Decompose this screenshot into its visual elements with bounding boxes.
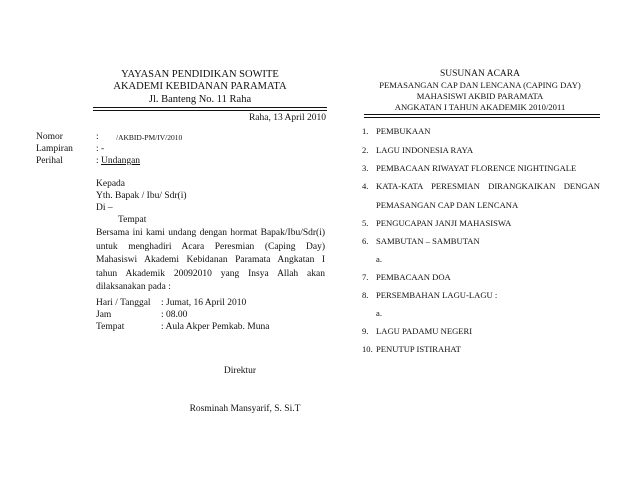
program-item <box>362 308 382 318</box>
program-item-text: PERSEMBAHAN LAGU-LAGU : <box>376 290 498 300</box>
program-item-num: 10. <box>362 344 373 354</box>
recipient-yth: Yth. Bapak / Ibu/ Sdr(i) <box>96 191 187 201</box>
program-item-num: 8. <box>362 290 369 300</box>
letter-header-rule-top <box>93 107 327 108</box>
letter-place-date: Raha, 13 April 2010 <box>248 113 326 123</box>
event-day-value: : Jumat, 16 April 2010 <box>161 298 247 308</box>
program-item-num: 5. <box>362 218 369 228</box>
program-item-num: 4. <box>362 181 369 191</box>
signature-title: Direktur <box>223 366 257 376</box>
program-item-num: 3. <box>362 163 369 173</box>
letter-address: Jl. Banteng No. 11 Raha <box>148 94 252 105</box>
letter-academy-name: AKADEMI KEBIDANAN PARAMATA <box>113 81 287 92</box>
program-item <box>362 254 382 264</box>
program-item-text: PENUTUP ISTIRAHAT <box>376 344 461 354</box>
perihal-label: Perihal <box>36 156 63 166</box>
program-item <box>362 200 518 210</box>
program-item <box>362 272 451 282</box>
event-time-value: : 08.00 <box>161 310 188 320</box>
recipient-di: Di – <box>96 203 113 213</box>
body-line: Mahasiswi Akademi Kebidanan Paramata Angkatan I <box>96 255 325 266</box>
program-item <box>362 218 511 228</box>
lampiran-value: : - <box>96 144 105 154</box>
program-item <box>362 181 600 191</box>
event-place-label: Tempat <box>96 322 125 332</box>
event-place-value: : Aula Akper Pemkab. Muna <box>161 322 270 332</box>
program-item-text: PENGUCAPAN JANJI MAHASISWA <box>376 218 512 228</box>
event-time-label: Jam <box>96 310 112 320</box>
nomor-label: Nomor <box>36 132 63 142</box>
program-item-text: PEMBACAAN DOA <box>376 272 451 282</box>
program-item-text: KATA-KATA PERESMIAN DIRANGKAIKAN DENGAN <box>376 181 600 191</box>
program-item <box>362 163 576 173</box>
program-item <box>362 326 472 336</box>
program-item <box>362 236 480 246</box>
program-header-rule-top <box>364 114 600 115</box>
nomor-value: /AKBID-PM/IV/2010 <box>116 133 183 142</box>
program-header-rule-bottom <box>364 117 600 118</box>
recipient-kepada: Kepada <box>96 179 126 189</box>
body-line: untuk menghadiri Acara Peresmian (Caping Day) <box>96 241 325 252</box>
program-subtitle-2: MAHASISWI AKBID PARAMATA <box>416 91 544 101</box>
program-item <box>362 126 430 136</box>
body-line: dilaksanakan pada : <box>96 282 171 293</box>
lampiran-label: Lampiran <box>36 144 73 154</box>
program-item-num: 9. <box>362 326 369 336</box>
event-day-label: Hari / Tanggal <box>96 298 151 308</box>
program-item-num: 1. <box>362 126 369 136</box>
program-item-text: LAGU PADAMU NEGERI <box>376 326 473 336</box>
program-item-num: 2. <box>362 145 369 155</box>
letter-org-name: YAYASAN PENDIDIKAN SOWITE <box>121 69 279 80</box>
body-line: Bersama ini kami undang dengan hormat Bapak/Ibu/Sdr(i) <box>96 228 325 238</box>
body-line: tahun Akademik 20092010 yang Insya Allah akan <box>96 268 325 279</box>
program-title: SUSUNAN ACARA <box>440 69 520 79</box>
program-item-text: PEMBUKAAN <box>376 126 431 136</box>
nomor-sep: : <box>96 132 99 142</box>
perihal-row <box>96 155 140 167</box>
program-item-text: PEMASANGAN CAP DAN LENCANA <box>376 200 519 210</box>
program-item-text: a. <box>376 254 382 264</box>
signature-name: Rosminah Mansyarif, S. Si.T <box>189 404 301 414</box>
program-item-num: 7. <box>362 272 369 282</box>
program-item-text: LAGU INDONESIA RAYA <box>376 145 474 155</box>
program-item-text: PEMBACAAN RIWAYAT FLORENCE NIGHTINGALE <box>376 163 577 173</box>
letter-header-rule-bottom <box>93 110 327 111</box>
program-item <box>362 344 461 354</box>
program-item <box>362 290 497 300</box>
program-item-text: SAMBUTAN – SAMBUTAN <box>376 236 480 246</box>
program-item-num: 6. <box>362 236 369 246</box>
letter-body <box>96 227 325 295</box>
program-subtitle-1: PEMASANGAN CAP DAN LENCANA (CAPING DAY) <box>379 80 581 90</box>
perihal-sep: : <box>96 156 99 166</box>
program-item-text: a. <box>376 308 382 318</box>
recipient-tempat: Tempat <box>118 215 147 225</box>
program-subtitle-3: ANGKATAN I TAHUN AKADEMIK 2010/2011 <box>394 102 566 112</box>
perihal-value: Undangan <box>101 156 141 166</box>
program-item <box>362 145 473 155</box>
